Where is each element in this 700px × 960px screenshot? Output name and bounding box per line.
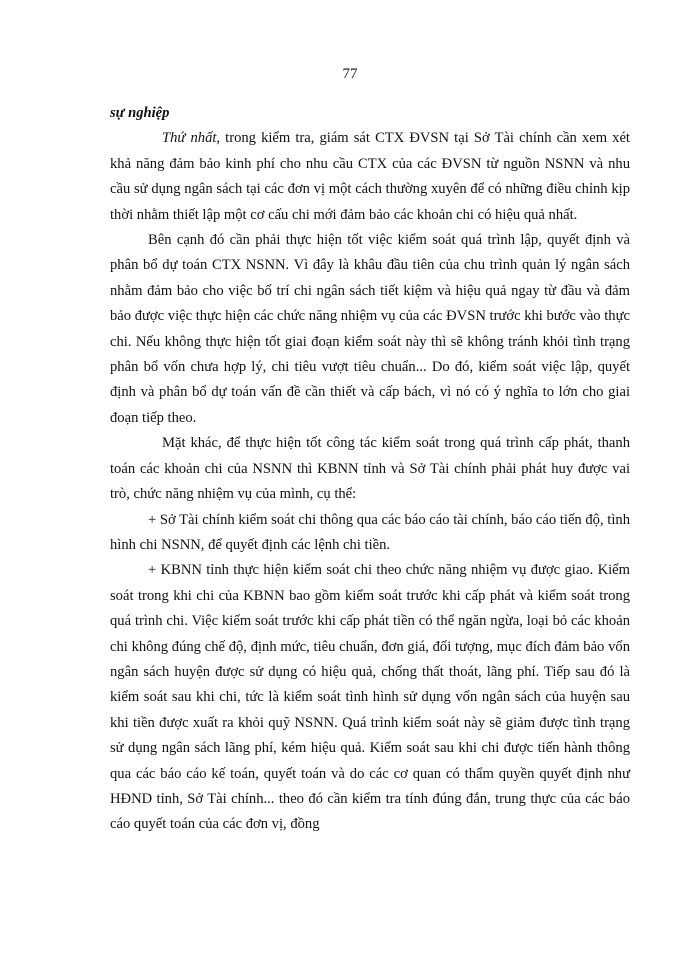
paragraph-3: Mặt khác, để thực hiện tốt công tác kiểm soát trong quá trình cấp phát, thanh toán các khoản chi của NSNN thì KBNN tỉnh và Sở Tài chính phải phát huy được vai trò, chức năng nhiệm vụ của mình, cụ thể:: [110, 435, 630, 503]
page-number: 77: [342, 66, 358, 82]
paragraph-4-bullet: + Sở Tài chính kiểm soát chi thông qua các báo cáo tài chính, báo cáo tiến độ, tình hình chi NSNN, để quyết định các lệnh chi tiền.: [110, 511, 630, 553]
paragraph-1-text: , trong kiểm tra, giám sát CTX ĐVSN tại Sở Tài chính cần xem xét khả năng đảm bảo kinh phí cho nhu cầu CTX của các ĐVSN từ nguồn NSNN và nhu cầu sử dụng ngân sách tại các đơn vị một cách thường xuyên để có những điều chỉnh kịp thời nhằm thiết lập một cơ cấu chi mới đảm bảo các khoản chi có hiệu quả nhất.: [110, 130, 630, 223]
paragraph-5-bullet: + KBNN tỉnh thực hiện kiểm soát chi theo chức năng nhiệm vụ được giao. Kiểm soát trong khi chi của KBNN bao gồm kiểm soát trước khi cấp phát và kiểm soát trong quá trình chi. Việc kiểm soát trước khi cấp phát tiền có thể ngăn ngừa, loại bỏ các khoản chi không đúng chế độ, định mức, tiêu chuẩn, đơn giá, đối tượng, mục đích đảm bảo vốn ngân sách huyện được sử dụng có hiệu quả, chống thất thoát, lãng phí. Tiếp sau đó là kiểm soát sau khi chi, tức là kiểm soát tình hình sử dụng vốn ngân sách của huyện sau khi tiền được xuất ra khỏi quỹ NSNN. Quá trình kiểm soát này sẽ giảm được tình trạng sử dụng ngân sách lãng phí, kém hiệu quả. Kiểm soát sau khi chi được tiến hành thông qua các báo cáo kế toán, quyết toán và do các cơ quan có thẩm quyền quyết định như HĐND tỉnh, Sở Tài chính... theo đó cần kiểm tra tính đúng đắn, trung thực của các báo cáo quyết toán của các đơn vị, đồng: [110, 562, 630, 833]
paragraph-2: Bên cạnh đó cần phải thực hiện tốt việc kiểm soát quá trình lập, quyết định và phân bổ dự toán CTX NSNN. Vì đây là khâu đầu tiên của chu trình quản lý ngân sách nhằm đảm bảo cho việc bố trí chi ngân sách tiết kiệm và hiệu quả ngay từ đầu và đảm bảo được việc thực hiện các chức năng nhiệm vụ của các ĐVSN trước khi bước vào thực chi. Nếu không thực hiện tốt giai đoạn kiểm soát này thì sẽ không tránh khỏi tình trạng phân bổ vốn chưa hợp lý, chi tiêu vượt tiêu chuẩn... Do đó, kiểm soát việc lập, quyết định và phân bổ dự toán vấn đề cần thiết và cấp bách, vì nó có ý nghĩa to lớn cho giai đoạn tiếp theo.: [110, 232, 630, 426]
document-body: [110, 101, 630, 838]
paragraph-1: [110, 126, 630, 228]
paragraph-1-lead: Thứ nhất: [162, 130, 217, 147]
section-heading: sự nghiệp: [110, 105, 170, 121]
